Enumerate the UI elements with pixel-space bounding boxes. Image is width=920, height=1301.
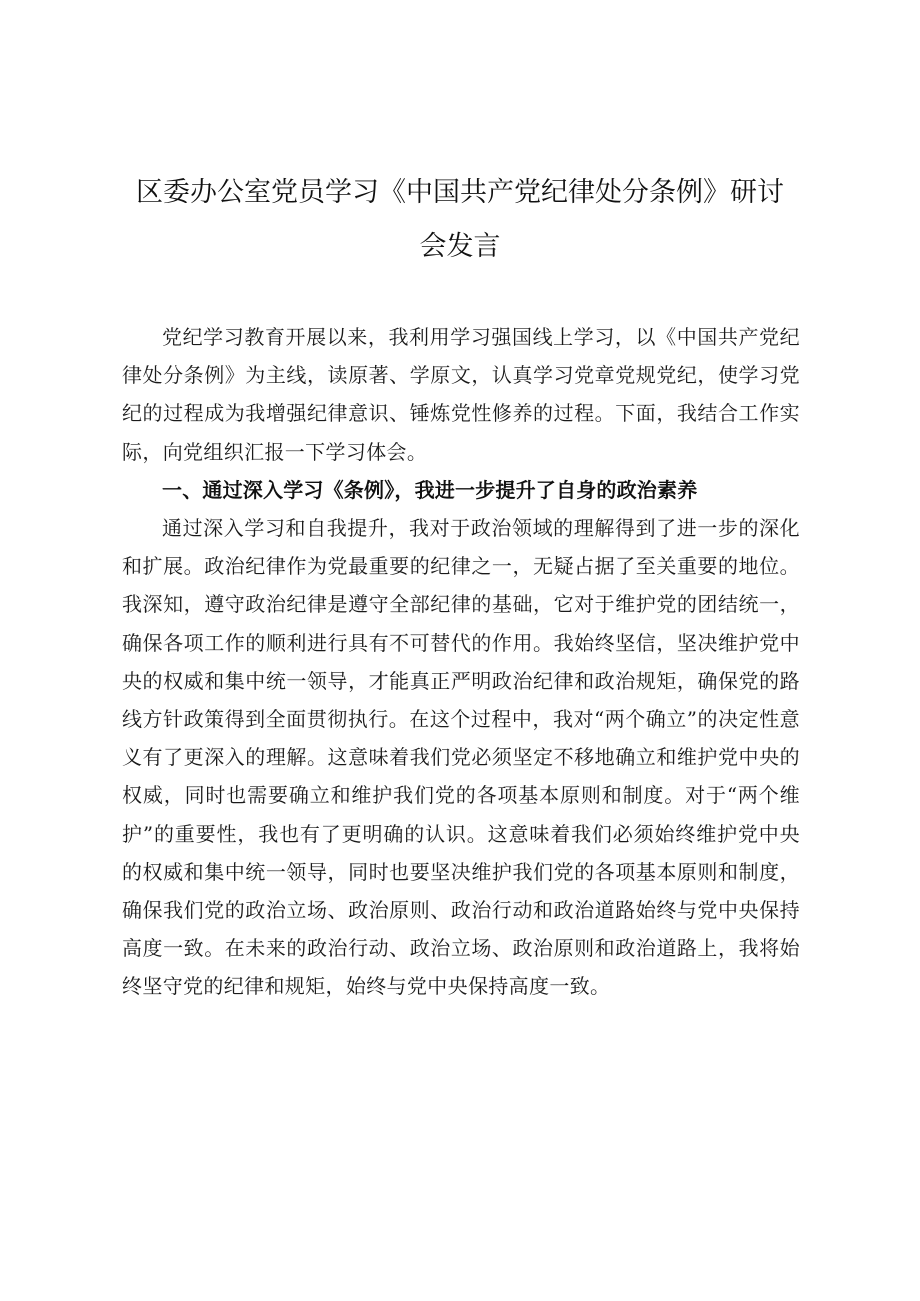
document-title-line-2: 会发言 (419, 231, 501, 262)
section-1-paragraph: 通过深入学习和自我提升，我对于政治领域的理解得到了进一步的深化和扩展。政治纪律作为党最重要的纪律之一，无疑占据了至关重要的地位。我深知，遵守政治纪律是遵守全部纪律的基础，它对于维护党的团结统一，确保各项工作的顺利进行具有不可替代的作用。我始终坚信，坚决维护党中央的权威和集中统一领导，才能真正严明政治纪律和政治规矩，确保党的路线方针政策得到全面贯彻执行。在这个过程中，我对“两个确立”的决定性意义有了更深入的理解。这意味着我们党必须坚定不移地确立和维护党中央的权威，同时也需要确立和维护我们党的各项基本原则和制度。对于“两个维护”的重要性，我也有了更明确的认识。这意味着我们必须始终维护党中央的权威和集中统一领导，同时也要坚决维护我们党的各项基本原则和制度，确保我们党的政治立场、政治原则、政治行动和政治道路始终与党中央保持高度一致。在未来的政治行动、政治立场、政治原则和政治道路上，我将始终坚守党的纪律和规矩，始终与党中央保持高度一致。 (122, 516, 800, 999)
document-title (110, 166, 810, 274)
section-1-heading: 一、通过深入学习《条例》，我进一步提升了自身的政治素养 (162, 477, 698, 502)
document-body (122, 318, 800, 1006)
document-title-line-1: 区委办公室党员学习《中国共产党纪律处分条例》研讨 (136, 177, 784, 208)
intro-paragraph: 党纪学习教育开展以来，我利用学习强国线上学习，以《中国共产党纪律处分条例》为主线，读原著、学原文，认真学习党章党规党纪，使学习党纪的过程成为我增强纪律意识、锤炼党性修养的过程。下面，我结合工作实际，向党组织汇报一下学习体会。 (122, 325, 800, 464)
